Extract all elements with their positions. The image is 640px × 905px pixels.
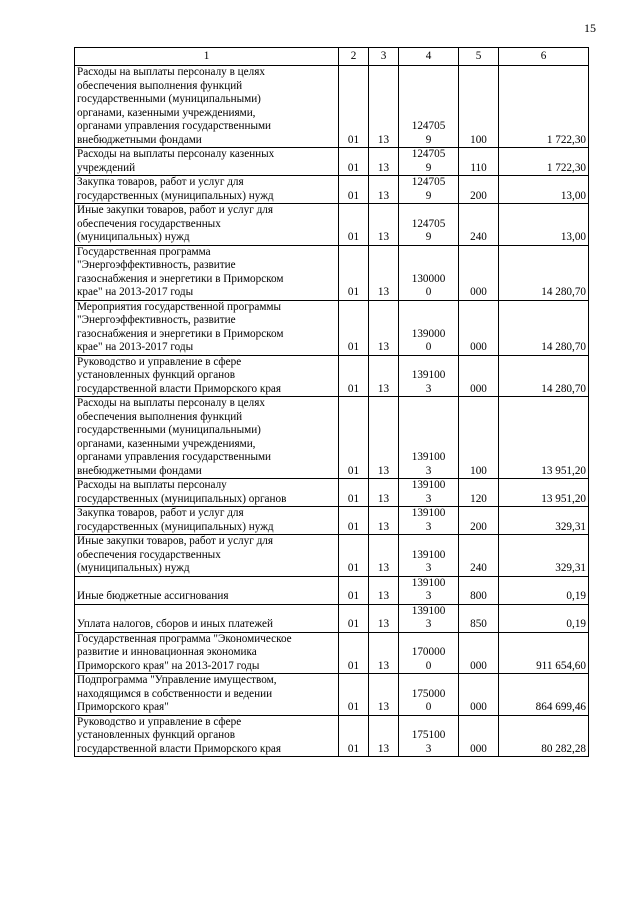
expense-type-cell: 000 (459, 632, 499, 674)
table-row (75, 715, 589, 757)
subsection-code-cell: 13 (369, 245, 399, 300)
expense-type-cell: 000 (459, 355, 499, 397)
section-code-cell: 01 (339, 715, 369, 757)
subsection-code-cell: 13 (369, 604, 399, 632)
table-row (75, 535, 589, 577)
amount-cell: 14 280,70 (499, 245, 589, 300)
table-row (75, 148, 589, 176)
expense-type-cell: 000 (459, 300, 499, 355)
amount-cell: 1 722,30 (499, 66, 589, 148)
section-code-cell: 01 (339, 535, 369, 577)
amount-cell: 911 654,60 (499, 632, 589, 674)
target-code-cell: 139100 3 (399, 479, 459, 507)
section-code-cell: 01 (339, 66, 369, 148)
section-code-cell: 01 (339, 300, 369, 355)
section-code-cell: 01 (339, 176, 369, 204)
table-row (75, 479, 589, 507)
table-row (75, 632, 589, 674)
section-code-cell: 01 (339, 245, 369, 300)
amount-cell: 14 280,70 (499, 300, 589, 355)
section-code-cell: 01 (339, 604, 369, 632)
section-code-cell: 01 (339, 632, 369, 674)
amount-cell: 329,31 (499, 507, 589, 535)
subsection-code-cell: 13 (369, 66, 399, 148)
budget-table (74, 47, 589, 757)
expense-name-cell: Закупка товаров, работ и услуг для государственных (муниципальных) нужд (75, 176, 339, 204)
target-code-cell: 139100 3 (399, 507, 459, 535)
target-code-cell: 124705 9 (399, 204, 459, 246)
table-row (75, 66, 589, 148)
subsection-code-cell: 13 (369, 397, 399, 479)
target-code-cell: 139100 3 (399, 604, 459, 632)
amount-cell: 864 699,46 (499, 674, 589, 716)
expense-name-cell: Руководство и управление в сфере установленных функций органов государственной власти Приморского края (75, 715, 339, 757)
subsection-code-cell: 13 (369, 632, 399, 674)
table-row (75, 204, 589, 246)
expense-name-cell: Уплата налогов, сборов и иных платежей (75, 604, 339, 632)
header-col-1: 1 (75, 48, 339, 66)
subsection-code-cell: 13 (369, 479, 399, 507)
table-row (75, 245, 589, 300)
amount-cell: 329,31 (499, 535, 589, 577)
amount-cell: 1 722,30 (499, 148, 589, 176)
table-row (75, 604, 589, 632)
subsection-code-cell: 13 (369, 576, 399, 604)
section-code-cell: 01 (339, 397, 369, 479)
section-code-cell: 01 (339, 674, 369, 716)
table-row (75, 576, 589, 604)
target-code-cell: 139100 3 (399, 397, 459, 479)
table-row (75, 176, 589, 204)
page-number: 15 (584, 21, 596, 35)
expense-type-cell: 100 (459, 66, 499, 148)
target-code-cell: 124705 9 (399, 148, 459, 176)
section-code-cell: 01 (339, 148, 369, 176)
expense-type-cell: 110 (459, 148, 499, 176)
header-col-3: 3 (369, 48, 399, 66)
expense-type-cell: 800 (459, 576, 499, 604)
target-code-cell: 139100 3 (399, 576, 459, 604)
amount-cell: 13,00 (499, 204, 589, 246)
target-code-cell: 130000 0 (399, 245, 459, 300)
expense-type-cell: 240 (459, 535, 499, 577)
subsection-code-cell: 13 (369, 715, 399, 757)
amount-cell: 13 951,20 (499, 397, 589, 479)
section-code-cell: 01 (339, 355, 369, 397)
table-row (75, 300, 589, 355)
section-code-cell: 01 (339, 507, 369, 535)
subsection-code-cell: 13 (369, 300, 399, 355)
expense-type-cell: 000 (459, 245, 499, 300)
section-code-cell: 01 (339, 479, 369, 507)
expense-type-cell: 850 (459, 604, 499, 632)
subsection-code-cell: 13 (369, 176, 399, 204)
target-code-cell: 139000 0 (399, 300, 459, 355)
amount-cell: 80 282,28 (499, 715, 589, 757)
subsection-code-cell: 13 (369, 535, 399, 577)
target-code-cell: 175100 3 (399, 715, 459, 757)
table-row (75, 397, 589, 479)
section-code-cell: 01 (339, 204, 369, 246)
expense-name-cell: Расходы на выплаты персоналу казенных учреждений (75, 148, 339, 176)
subsection-code-cell: 13 (369, 355, 399, 397)
expense-type-cell: 200 (459, 176, 499, 204)
amount-cell: 13 951,20 (499, 479, 589, 507)
expense-type-cell: 000 (459, 715, 499, 757)
expense-name-cell: Расходы на выплаты персоналу государственных (муниципальных) органов (75, 479, 339, 507)
table-row (75, 507, 589, 535)
expense-type-cell: 200 (459, 507, 499, 535)
header-col-6: 6 (499, 48, 589, 66)
subsection-code-cell: 13 (369, 674, 399, 716)
expense-name-cell: Государственная программа "Энергоэффективность, развитие газоснабжения и энергетики в Приморском крае" на 2013-2017 годы (75, 245, 339, 300)
amount-cell: 0,19 (499, 604, 589, 632)
target-code-cell: 124705 9 (399, 176, 459, 204)
expense-name-cell: Расходы на выплаты персоналу в целях обеспечения выполнения функций государственными (муниципальными) органами, казенными учреждениями, органами управления государственными внебюджетными фондами (75, 66, 339, 148)
amount-cell: 13,00 (499, 176, 589, 204)
target-code-cell: 139100 3 (399, 355, 459, 397)
expense-type-cell: 100 (459, 397, 499, 479)
subsection-code-cell: 13 (369, 507, 399, 535)
section-code-cell: 01 (339, 576, 369, 604)
target-code-cell: 139100 3 (399, 535, 459, 577)
expense-type-cell: 240 (459, 204, 499, 246)
expense-name-cell: Закупка товаров, работ и услуг для государственных (муниципальных) нужд (75, 507, 339, 535)
amount-cell: 0,19 (499, 576, 589, 604)
amount-cell: 14 280,70 (499, 355, 589, 397)
header-col-5: 5 (459, 48, 499, 66)
target-code-cell: 170000 0 (399, 632, 459, 674)
expense-name-cell: Подпрограмма "Управление имуществом, находящимся в собственности и ведении Приморского края" (75, 674, 339, 716)
target-code-cell: 124705 9 (399, 66, 459, 148)
header-col-2: 2 (339, 48, 369, 66)
table-row (75, 674, 589, 716)
expense-name-cell: Иные закупки товаров, работ и услуг для обеспечения государственных (муниципальных) нужд (75, 535, 339, 577)
header-col-4: 4 (399, 48, 459, 66)
expense-name-cell: Расходы на выплаты персоналу в целях обеспечения выполнения функций государственными (муниципальными) органами, казенными учреждениями, органами управления государственными внебюджетными фондами (75, 397, 339, 479)
table-row (75, 355, 589, 397)
expense-name-cell: Руководство и управление в сфере установленных функций органов государственной власти Приморского края (75, 355, 339, 397)
expense-name-cell: Иные бюджетные ассигнования (75, 576, 339, 604)
expense-name-cell: Иные закупки товаров, работ и услуг для обеспечения государственных (муниципальных) нужд (75, 204, 339, 246)
subsection-code-cell: 13 (369, 204, 399, 246)
expense-type-cell: 000 (459, 674, 499, 716)
target-code-cell: 175000 0 (399, 674, 459, 716)
expense-type-cell: 120 (459, 479, 499, 507)
expense-name-cell: Мероприятия государственной программы "Энергоэффективность, развитие газоснабжения и энергетики в Приморском крае" на 2013-2017 годы (75, 300, 339, 355)
expense-name-cell: Государственная программа "Экономическое развитие и инновационная экономика Приморского края" на 2013-2017 годы (75, 632, 339, 674)
subsection-code-cell: 13 (369, 148, 399, 176)
table-header-row (75, 48, 589, 66)
